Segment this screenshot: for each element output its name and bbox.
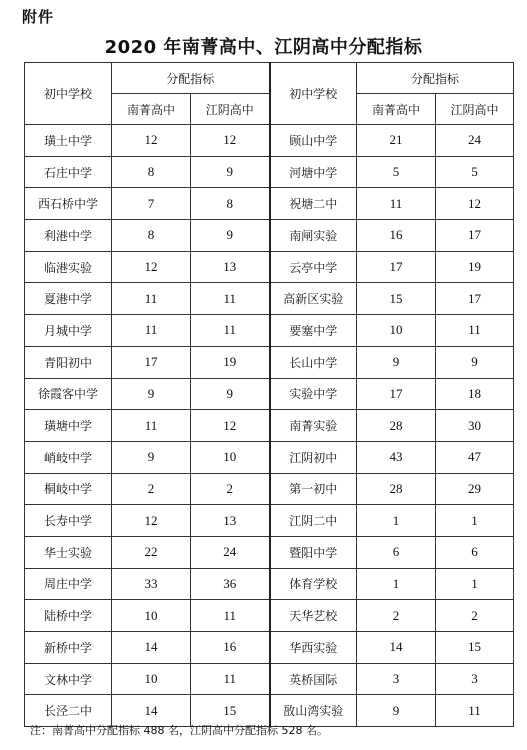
nanjing-column-header: 南菁高中 — [112, 94, 191, 125]
right-nanjing-cell: 6 — [357, 536, 436, 568]
left-jiangyin-cell: 8 — [191, 188, 270, 220]
left-nanjing-cell: 33 — [112, 568, 191, 600]
table-row — [25, 568, 514, 600]
school-column-header: 初中学校 — [25, 63, 112, 125]
attachment-label: 附件 — [22, 8, 55, 26]
left-nanjing-cell: 12 — [112, 251, 191, 283]
right-nanjing-cell: 28 — [357, 410, 436, 442]
jiangyin-column-header: 江阴高中 — [191, 94, 270, 125]
left-nanjing-cell: 17 — [112, 346, 191, 378]
right-jiangyin-cell: 6 — [436, 536, 514, 568]
right-nanjing-cell: 43 — [357, 441, 436, 473]
table-row — [25, 220, 514, 252]
left-jiangyin-cell: 13 — [191, 505, 270, 537]
table-row — [25, 600, 514, 632]
left-school-cell: 桐岐中学 — [25, 473, 112, 505]
right-nanjing-cell: 21 — [357, 125, 436, 157]
right-jiangyin-cell: 2 — [436, 600, 514, 632]
right-jiangyin-cell: 17 — [436, 283, 514, 315]
right-nanjing-cell: 9 — [357, 695, 436, 727]
right-school-cell: 江阴二中 — [270, 505, 357, 537]
document-title: 2020 年南菁高中、江阴高中分配指标 — [104, 37, 423, 58]
right-nanjing-cell: 11 — [357, 188, 436, 220]
right-nanjing-cell: 15 — [357, 283, 436, 315]
table-row — [25, 283, 514, 315]
left-school-cell: 临港实验 — [25, 251, 112, 283]
table-row — [25, 536, 514, 568]
school-column-header: 初中学校 — [270, 63, 357, 125]
right-jiangyin-cell: 18 — [436, 378, 514, 410]
table-row — [25, 346, 514, 378]
left-school-cell: 璜塘中学 — [25, 410, 112, 442]
table-row — [25, 632, 514, 664]
right-school-cell: 云亭中学 — [270, 251, 357, 283]
nanjing-column-header: 南菁高中 — [357, 94, 436, 125]
table-body — [25, 125, 514, 727]
right-nanjing-cell: 5 — [357, 156, 436, 188]
left-jiangyin-cell: 10 — [191, 441, 270, 473]
right-jiangyin-cell: 47 — [436, 441, 514, 473]
allocation-group-header: 分配指标 — [112, 63, 270, 94]
right-school-cell: 实验中学 — [270, 378, 357, 410]
left-jiangyin-cell: 12 — [191, 410, 270, 442]
left-jiangyin-cell: 24 — [191, 536, 270, 568]
table-row — [25, 315, 514, 347]
left-jiangyin-cell: 11 — [191, 315, 270, 347]
right-nanjing-cell: 2 — [357, 600, 436, 632]
right-school-cell: 长山中学 — [270, 346, 357, 378]
left-jiangyin-cell: 9 — [191, 220, 270, 252]
right-school-cell: 南闸实验 — [270, 220, 357, 252]
table-row — [25, 505, 514, 537]
right-nanjing-cell: 28 — [357, 473, 436, 505]
table-row — [25, 156, 514, 188]
left-school-cell: 夏港中学 — [25, 283, 112, 315]
right-jiangyin-cell: 30 — [436, 410, 514, 442]
table-row — [25, 188, 514, 220]
left-jiangyin-cell: 11 — [191, 600, 270, 632]
right-nanjing-cell: 16 — [357, 220, 436, 252]
footnote: 注：南菁高中分配指标 488 名，江阴高中分配指标 528 名。 — [30, 724, 328, 737]
left-jiangyin-cell: 13 — [191, 251, 270, 283]
left-school-cell: 新桥中学 — [25, 632, 112, 664]
left-school-cell: 峭岐中学 — [25, 441, 112, 473]
right-jiangyin-cell: 24 — [436, 125, 514, 157]
right-school-cell: 暨阳中学 — [270, 536, 357, 568]
left-jiangyin-cell: 16 — [191, 632, 270, 664]
allocation-group-header: 分配指标 — [357, 63, 514, 94]
right-school-cell: 英桥国际 — [270, 663, 357, 695]
left-nanjing-cell: 12 — [112, 505, 191, 537]
right-nanjing-cell: 10 — [357, 315, 436, 347]
left-school-cell: 华士实验 — [25, 536, 112, 568]
left-jiangyin-cell: 2 — [191, 473, 270, 505]
table-row — [25, 663, 514, 695]
right-nanjing-cell: 14 — [357, 632, 436, 664]
left-school-cell: 文林中学 — [25, 663, 112, 695]
left-jiangyin-cell: 19 — [191, 346, 270, 378]
right-nanjing-cell: 1 — [357, 505, 436, 537]
left-nanjing-cell: 10 — [112, 663, 191, 695]
left-nanjing-cell: 10 — [112, 600, 191, 632]
left-school-cell: 长泾二中 — [25, 695, 112, 727]
right-school-cell: 体育学校 — [270, 568, 357, 600]
right-jiangyin-cell: 12 — [436, 188, 514, 220]
right-school-cell: 华西实验 — [270, 632, 357, 664]
right-jiangyin-cell: 15 — [436, 632, 514, 664]
left-jiangyin-cell: 9 — [191, 156, 270, 188]
left-nanjing-cell: 9 — [112, 441, 191, 473]
left-nanjing-cell: 2 — [112, 473, 191, 505]
right-school-cell: 江阴初中 — [270, 441, 357, 473]
right-jiangyin-cell: 11 — [436, 315, 514, 347]
right-jiangyin-cell: 1 — [436, 568, 514, 600]
left-nanjing-cell: 7 — [112, 188, 191, 220]
left-nanjing-cell: 11 — [112, 283, 191, 315]
jiangyin-column-header: 江阴高中 — [436, 94, 514, 125]
left-nanjing-cell: 11 — [112, 315, 191, 347]
left-school-cell: 西石桥中学 — [25, 188, 112, 220]
table-row — [25, 473, 514, 505]
left-jiangyin-cell: 11 — [191, 663, 270, 695]
right-jiangyin-cell: 5 — [436, 156, 514, 188]
right-school-cell: 高新区实验 — [270, 283, 357, 315]
left-nanjing-cell: 14 — [112, 632, 191, 664]
left-nanjing-cell: 14 — [112, 695, 191, 727]
table-row — [25, 410, 514, 442]
table-row — [25, 441, 514, 473]
right-jiangyin-cell: 1 — [436, 505, 514, 537]
right-nanjing-cell: 1 — [357, 568, 436, 600]
left-school-cell: 周庄中学 — [25, 568, 112, 600]
right-school-cell: 祝塘二中 — [270, 188, 357, 220]
right-school-cell: 顾山中学 — [270, 125, 357, 157]
left-nanjing-cell: 8 — [112, 220, 191, 252]
left-jiangyin-cell: 15 — [191, 695, 270, 727]
right-nanjing-cell: 9 — [357, 346, 436, 378]
table-row — [25, 378, 514, 410]
left-jiangyin-cell: 12 — [191, 125, 270, 157]
right-jiangyin-cell: 11 — [436, 695, 514, 727]
table-row — [25, 125, 514, 157]
right-school-cell: 南菁实验 — [270, 410, 357, 442]
right-jiangyin-cell: 19 — [436, 251, 514, 283]
left-nanjing-cell: 22 — [112, 536, 191, 568]
right-school-cell: 天华艺校 — [270, 600, 357, 632]
left-school-cell: 陆桥中学 — [25, 600, 112, 632]
left-school-cell: 月城中学 — [25, 315, 112, 347]
right-school-cell: 要塞中学 — [270, 315, 357, 347]
left-nanjing-cell: 11 — [112, 410, 191, 442]
right-jiangyin-cell: 3 — [436, 663, 514, 695]
left-nanjing-cell: 8 — [112, 156, 191, 188]
left-school-cell: 石庄中学 — [25, 156, 112, 188]
left-school-cell: 长寿中学 — [25, 505, 112, 537]
allocation-table — [24, 62, 514, 727]
right-nanjing-cell: 17 — [357, 378, 436, 410]
right-school-cell: 第一初中 — [270, 473, 357, 505]
left-jiangyin-cell: 36 — [191, 568, 270, 600]
table-row — [25, 251, 514, 283]
right-school-cell: 河塘中学 — [270, 156, 357, 188]
left-school-cell: 徐霞客中学 — [25, 378, 112, 410]
right-nanjing-cell: 3 — [357, 663, 436, 695]
left-school-cell: 利港中学 — [25, 220, 112, 252]
table-header-row — [25, 63, 514, 94]
right-jiangyin-cell: 9 — [436, 346, 514, 378]
right-school-cell: 敔山湾实验 — [270, 695, 357, 727]
left-jiangyin-cell: 11 — [191, 283, 270, 315]
left-school-cell: 璜土中学 — [25, 125, 112, 157]
right-jiangyin-cell: 17 — [436, 220, 514, 252]
left-school-cell: 青阳初中 — [25, 346, 112, 378]
right-nanjing-cell: 17 — [357, 251, 436, 283]
left-nanjing-cell: 9 — [112, 378, 191, 410]
left-jiangyin-cell: 9 — [191, 378, 270, 410]
right-jiangyin-cell: 29 — [436, 473, 514, 505]
left-nanjing-cell: 12 — [112, 125, 191, 157]
